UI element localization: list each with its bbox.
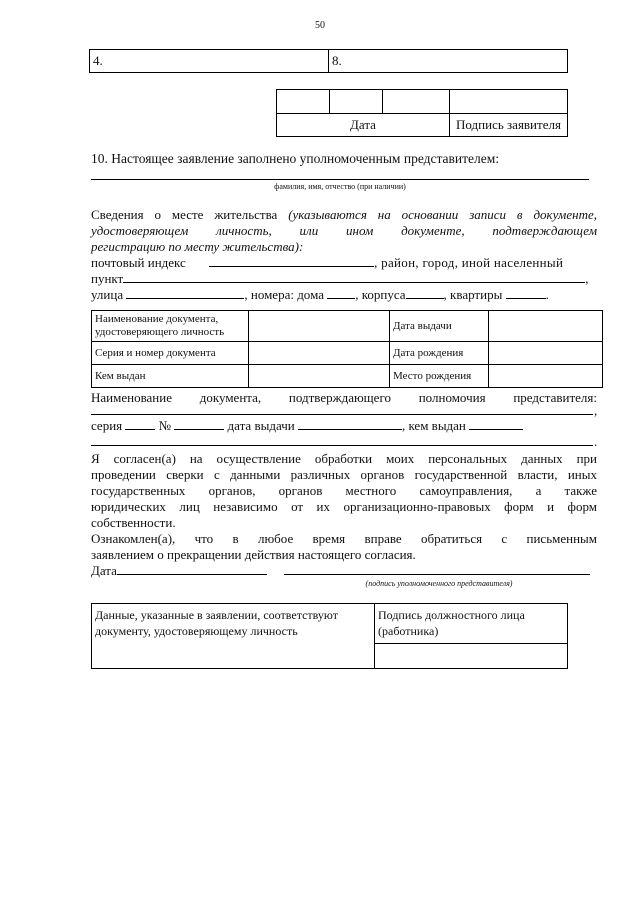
auth-issue-date-field[interactable] [298, 418, 402, 430]
residence-lead: Сведения о месте жительства [91, 207, 278, 222]
apartment-label: , квартиры [443, 287, 503, 302]
series-field[interactable] [125, 418, 155, 430]
verification-text: Данные, указанные в заявлении, соответствуют документу, удостоверяющему личность [92, 604, 375, 669]
house-label: , номера: дома [244, 287, 324, 302]
birth-date-label: Дата рождения [390, 342, 489, 365]
street-field[interactable] [126, 287, 244, 299]
informed-line-2: заявлением о прекращении действия настоящего согласия. [91, 547, 416, 562]
cell-8: 8. [329, 50, 568, 73]
doc-series-label: Серия и номер документа [92, 342, 249, 365]
consent-line-1: Я согласен(а) на осуществление обработки моих персональных данных при [91, 451, 597, 466]
consent-line-2: проведении сверки с данными различных органов государственной власти, иных [91, 467, 597, 482]
comma: , [594, 403, 598, 418]
signature-cell[interactable] [450, 90, 568, 114]
top-table [89, 49, 568, 73]
signature-label: Подпись заявителя [450, 114, 568, 137]
doc-series-value[interactable] [249, 342, 390, 365]
residence-note-3: регистрацию по месту жительства): [91, 239, 304, 254]
official-signature-label: Подпись должностного лица (работника) [375, 604, 568, 644]
postal-row [91, 255, 597, 271]
house-field[interactable] [327, 287, 355, 299]
signature-caption: (подпись уполномоченного представителя) [365, 579, 513, 588]
identity-document-table [91, 310, 603, 388]
district-label: , район, город, иной населенный [374, 255, 564, 270]
authority-label: Наименование документа, подтверждающего полномочия представителя: [91, 390, 597, 405]
street-row: улица , номера: дома , корпуса , квартиры . [91, 287, 549, 302]
residence-note-2: удостоверяющем личность, или ином документе, подтверждающем [91, 223, 597, 238]
punkt-label: пункт [91, 271, 124, 286]
page-number: 50 [315, 20, 325, 31]
number-field[interactable] [174, 418, 224, 430]
residence-note-1: (указываются на основании записи в документе, [288, 207, 597, 222]
punkt-row: пункт , [91, 271, 589, 286]
official-verification-table [91, 603, 568, 669]
settlement-field[interactable] [123, 271, 585, 283]
apartment-field[interactable] [506, 287, 546, 299]
representative-name-line[interactable] [91, 179, 589, 180]
issued-by-value[interactable] [249, 365, 390, 388]
consent-line-5: собственности. [91, 515, 176, 530]
date-cell-day[interactable] [277, 90, 330, 114]
consent-line-3: государственных органов, органов местного самоуправления, а также [91, 483, 597, 498]
postal-label: почтовый индекс [91, 255, 186, 270]
date-signature-table [276, 89, 568, 137]
auth-issue-date-label: дата выдачи [227, 418, 295, 433]
period: . [594, 434, 598, 449]
name-caption: фамилия, имя, отчество (при наличии) [274, 182, 406, 191]
informed-line-1: Ознакомлен(а), что в любое время вправе обратиться с письменным [91, 531, 597, 546]
postal-code-field[interactable] [209, 255, 374, 267]
date-label: Дата [277, 114, 450, 137]
birth-place-value[interactable] [489, 365, 603, 388]
birth-place-label: Место рождения [390, 365, 489, 388]
issued-by-label: Кем выдан [92, 365, 249, 388]
corpus-label: , корпуса [355, 287, 406, 302]
date-cell-month[interactable] [330, 90, 383, 114]
official-signature-field[interactable] [375, 644, 568, 669]
representative-signature-field[interactable] [284, 563, 590, 575]
auth-issued-by-field[interactable] [469, 418, 523, 430]
birth-date-value[interactable] [489, 342, 603, 365]
date-cell-year[interactable] [383, 90, 450, 114]
corpus-field[interactable] [406, 287, 444, 299]
consent-date-label: Дата [91, 563, 117, 578]
doc-name-label: Наименование документа, удостоверяющего личность [92, 311, 249, 342]
authority-details-row [91, 418, 597, 434]
consent-date-row [91, 563, 597, 579]
number-label: № [158, 418, 172, 433]
section-10-heading: 10. Настоящее заявление заполнено уполномоченным представителем: [91, 151, 500, 166]
auth-issued-by-label: , кем выдан [401, 418, 466, 433]
consent-line-4: юридических лиц независимо от их организационно-правовых форм и форм [91, 499, 597, 514]
consent-date-field[interactable] [117, 563, 267, 575]
residence-line-1 [91, 207, 597, 223]
doc-name-value[interactable] [249, 311, 390, 342]
issue-date-label: Дата выдачи [390, 311, 489, 342]
authority-extra-line[interactable] [91, 445, 593, 446]
authority-doc-line[interactable] [91, 414, 593, 415]
series-label: серия [91, 418, 123, 433]
cell-4: 4. [90, 50, 329, 73]
street-label: улица [91, 287, 124, 302]
issue-date-value[interactable] [489, 311, 603, 342]
